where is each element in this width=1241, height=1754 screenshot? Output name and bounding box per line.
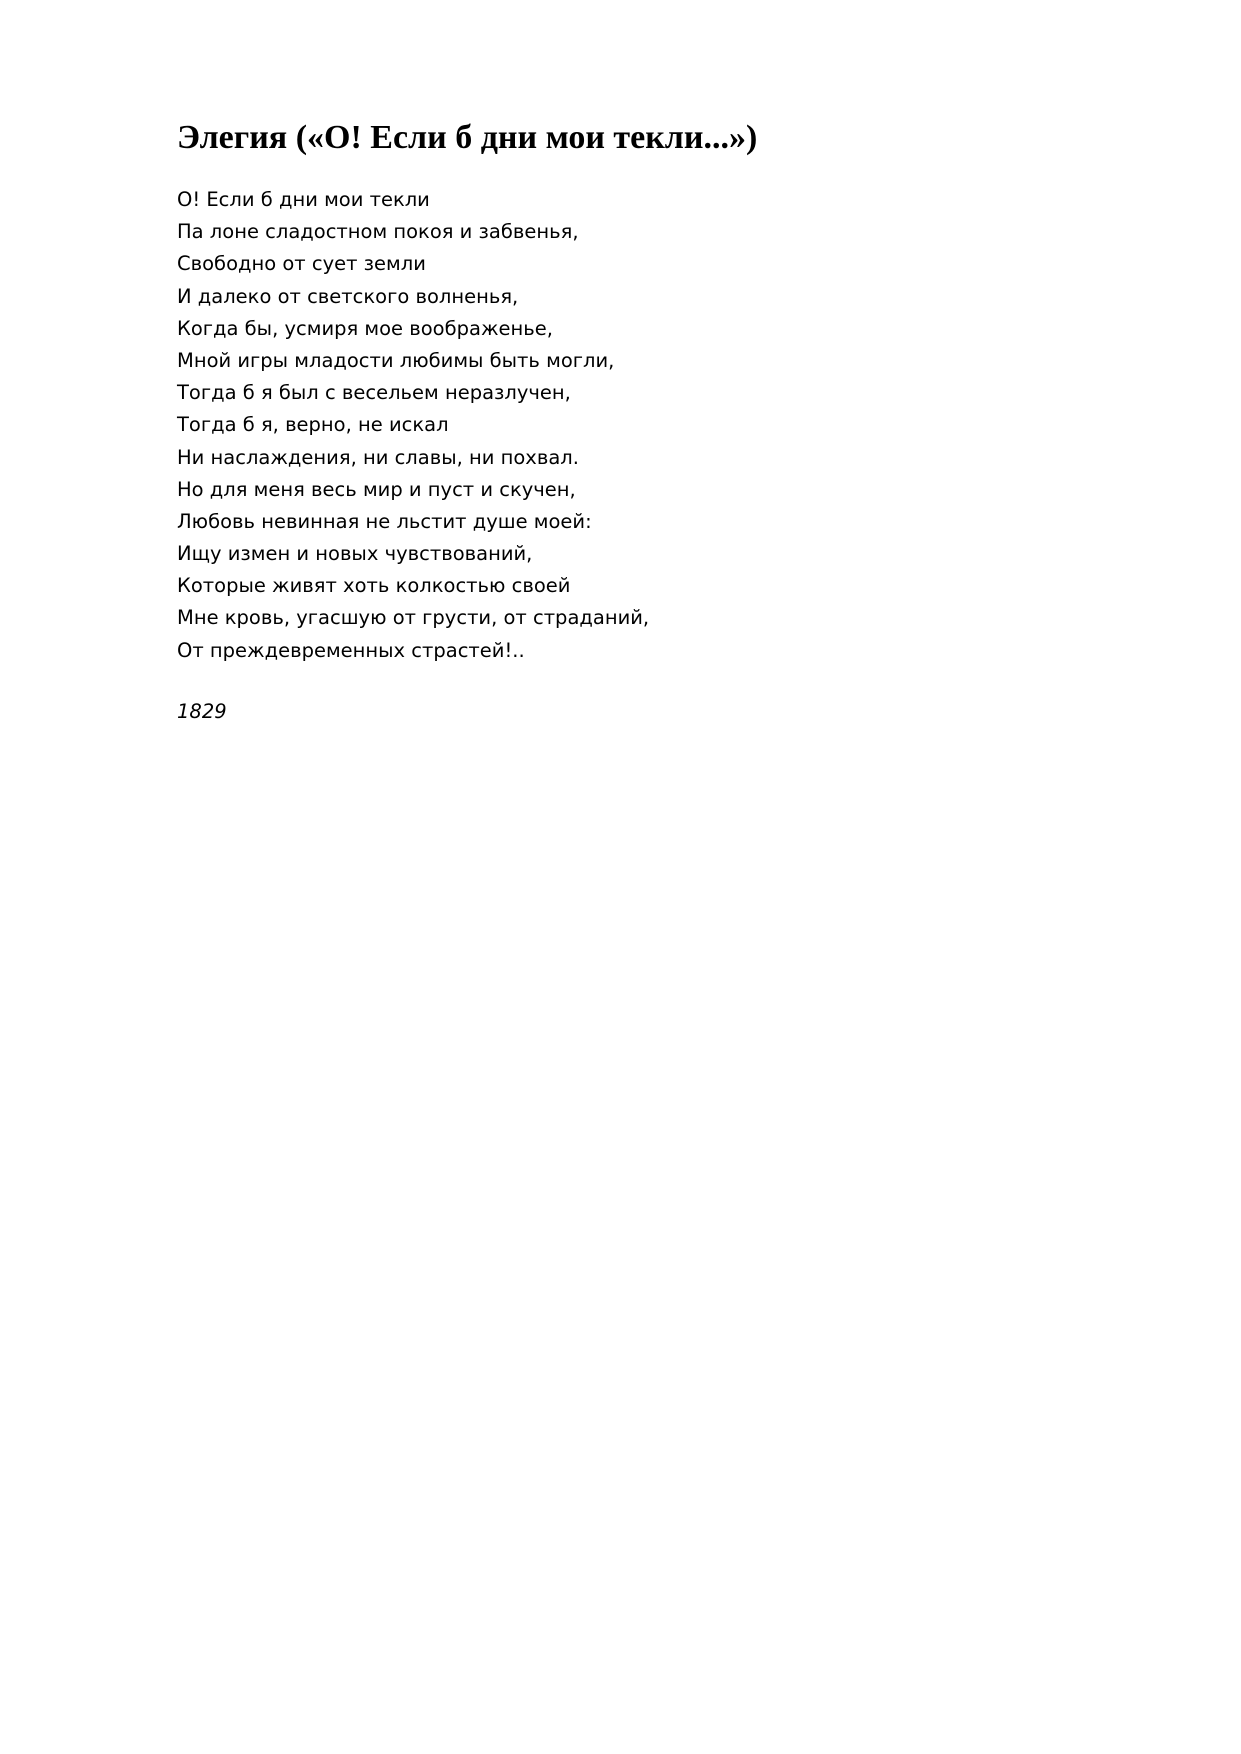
poem-line: От преждевременных страстей!.. bbox=[177, 638, 525, 662]
poem-title: Элегия («О! Если б дни мои текли...») bbox=[177, 119, 758, 156]
poem-line: Ни наслаждения, ни славы, ни похвал. bbox=[177, 445, 579, 469]
poem-line: О! Если б дни мои текли bbox=[177, 188, 430, 211]
poem-line: Которые живят хоть колкостью своей bbox=[177, 574, 571, 598]
poem-line: И далеко от светского волненья, bbox=[177, 284, 519, 308]
poem-line: Но для меня весь мир и пуст и скучен, bbox=[177, 477, 576, 501]
poem-body bbox=[177, 184, 649, 667]
poem-line: Когда бы, усмиря мое воображенье, bbox=[177, 316, 553, 340]
poem-line: Свободно от сует земли bbox=[177, 252, 426, 276]
poem-line: Мне кровь, угасшую от грусти, от страданий, bbox=[177, 606, 650, 630]
poem-line: Мной игры младости любимы быть могли, bbox=[177, 348, 615, 372]
poem-line: Па лоне сладостном покоя и забвенья, bbox=[177, 220, 579, 244]
poem-line: Тогда б я, верно, не искал bbox=[177, 413, 449, 437]
poem-line: Любовь невинная не льстит душе моей: bbox=[177, 509, 592, 533]
poem-line: Тогда б я был с весельем неразлучен, bbox=[177, 381, 571, 405]
poem-line: Ищу измен и новых чувствований, bbox=[177, 542, 533, 566]
poem-date: 1829 bbox=[177, 700, 227, 723]
